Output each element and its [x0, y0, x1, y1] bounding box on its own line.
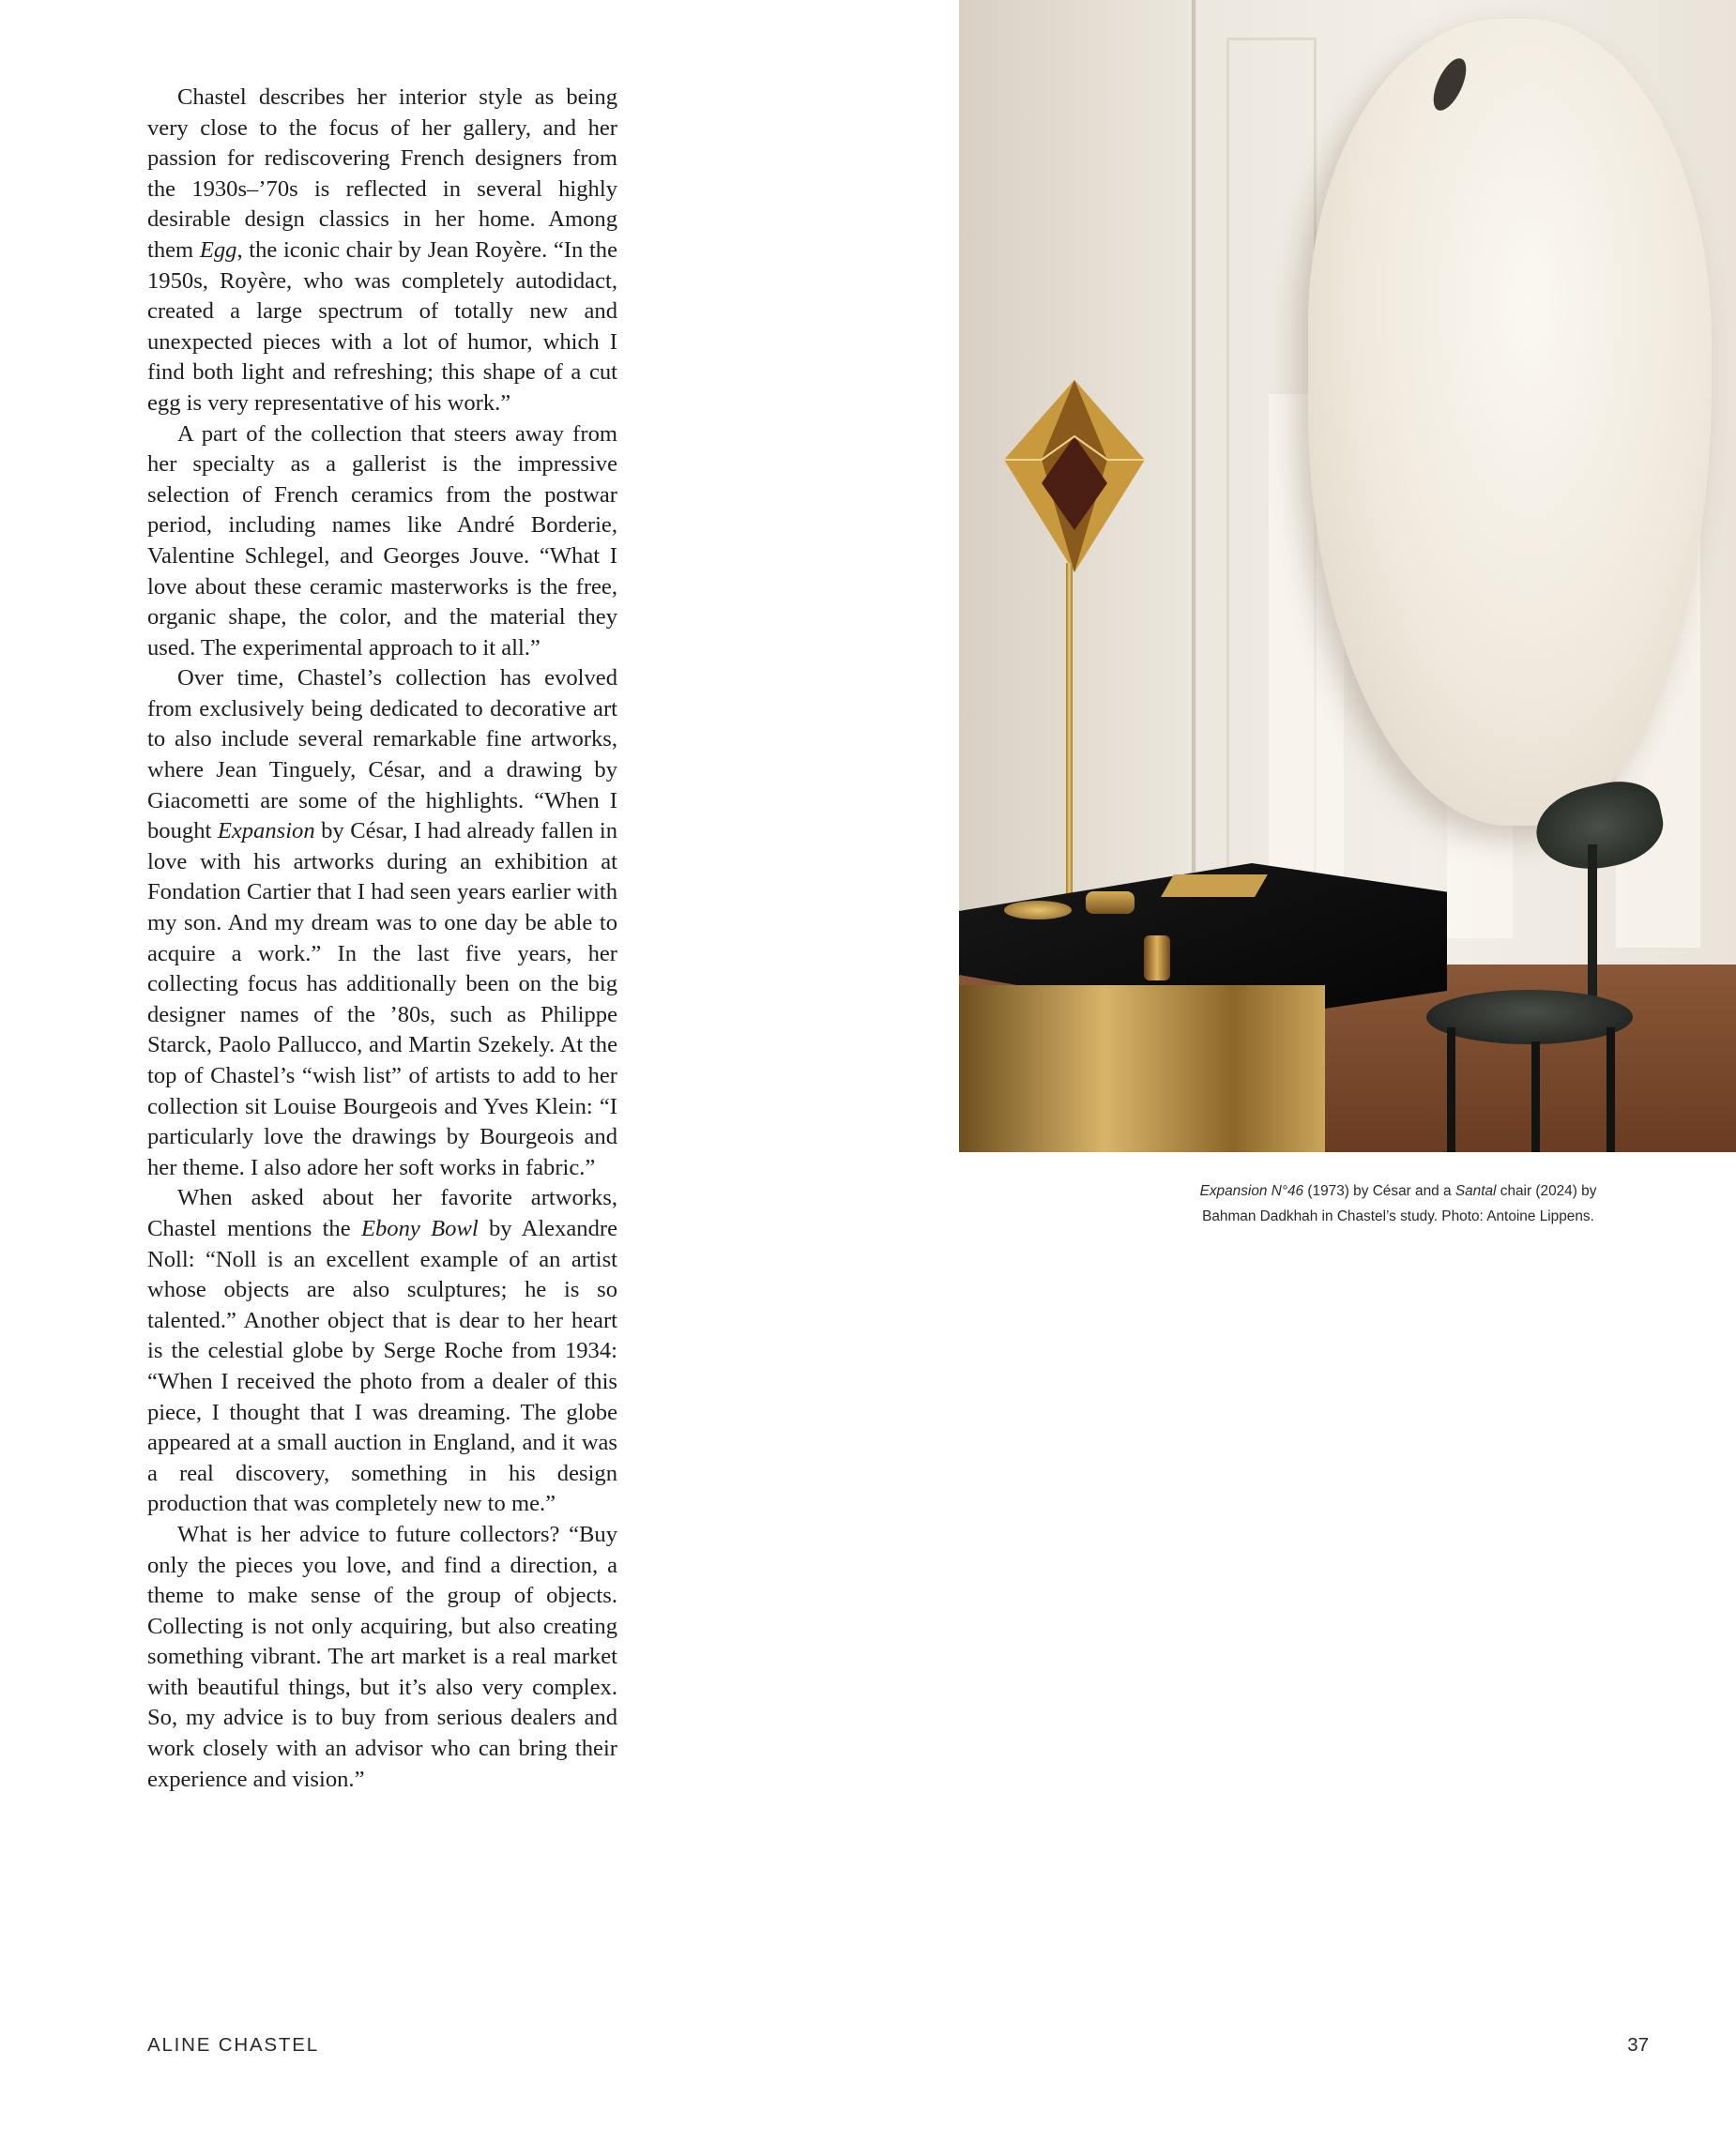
italic-title: Ebony Bowl [360, 1215, 479, 1241]
text-run: Chastel describes her interior style as being very close to the focus of her gallery, and her passion for rediscovering French designers from the 1930s–’70s is reflected in several highly desirable design classics in her home. Among them [147, 84, 617, 263]
article-paragraph [147, 83, 617, 419]
italic-title: Expansion N°46 [1199, 1183, 1304, 1199]
article-paragraph [147, 663, 617, 1183]
italic-title: Santal [1454, 1183, 1497, 1199]
santal-chair-seat [1426, 990, 1633, 1044]
text-run: chair (2024) by [1496, 1183, 1597, 1199]
text-run: (1973) by César and a [1303, 1183, 1455, 1199]
wall-corner [1192, 0, 1195, 1004]
caption-line [1147, 1178, 1650, 1204]
text-run: , the iconic chair by Jean Royère. “In the 1950s, Royère, who was completely autodidact, created a large spectrum of totally new and unexpected pieces with a lot of humor, which I find both light and refreshing; this shape of a cut egg is very representative of his work.” [147, 236, 617, 416]
brass-desk-base [959, 985, 1325, 1152]
article-paragraph [147, 1520, 617, 1795]
chair-leg [1531, 1041, 1540, 1152]
brass-cylinder [1144, 935, 1170, 980]
text-run: Over time, Chastel’s collection has evolved from exclusively being dedicated to decorative art to also include several remarkable fine artworks, where Jean Tinguely, César, and a drawing by Giacometti are some of the highlights. “When I bought [147, 665, 617, 844]
study-photograph [959, 0, 1736, 1152]
brass-bowl [1004, 901, 1072, 919]
cesar-expansion-sculpture [1308, 19, 1712, 826]
page-number: 37 [1627, 2034, 1649, 2056]
santal-chair-stem [1588, 844, 1597, 1004]
text-run: When asked about her favorite artworks, Chastel mentions the [147, 1185, 617, 1241]
text-run: What is her advice to future collectors? “Buy only the pieces you love, and find a direction, a theme to make sense of the group of objects. Collecting is not only acquiring, but also creating something vibrant. The art market is a real market with beautiful things, but it’s also very complex. So, my advice is to buy from serious dealers and work closely with an advisor who can bring their experience and vision.” [147, 1521, 617, 1792]
italic-title: Egg [199, 236, 237, 263]
photo-caption [1147, 1178, 1650, 1229]
gold-inlay [1161, 874, 1268, 897]
article-body [147, 83, 617, 1795]
text-run: by Alexandre Noll: “Noll is an excellent example of an artist whose objects are also sculptures; he is so talented.” Another object that is dear to her heart is the celestial globe by Serge Roche from 1934: “When I received the photo from a dealer of this piece, I thought that I was dreaming. The globe appeared at a small auction in England, and it was a real discovery, something in his design production that was completely new to me.” [147, 1215, 617, 1517]
text-run: Bahman Dadkhah in Chastel’s study. Photo: Antoine Lippens. [1202, 1208, 1594, 1224]
text-run: A part of the collection that steers away from her specialty as a gallerist is the impressive selection of French ceramics from the postwar period, including names like André Borderie, Valentine Schlegel, and Georges Jouve. “What I love about these ceramic masterworks is the free, organic shape, the color, and the material they used. The experimental approach to it all.” [147, 420, 617, 661]
chair-leg [1607, 1027, 1615, 1152]
article-paragraph [147, 419, 617, 664]
italic-title: Expansion [217, 818, 315, 844]
brass-box [1086, 891, 1134, 914]
caption-line [1147, 1204, 1650, 1229]
running-title: ALINE CHASTEL [147, 2034, 319, 2056]
chair-leg [1447, 1027, 1455, 1152]
brass-lamp-shade [1004, 380, 1145, 572]
article-paragraph [147, 1183, 617, 1520]
text-run: by César, I had already fallen in love with his artworks during an exhibition at Fondation Cartier that I had seen years earlier with my son. And my dream was to one day be able to acquire a work.” In the last five years, her collecting focus has additionally been on the big designer names of the ’80s, such as Philippe Starck, Paolo Pallucco, and Martin Szekely. At the top of Chastel’s “wish list” of artists to add to her collection sit Louise Bourgeois and Yves Klein: “I particularly love the drawings by Bourgeois and her theme. I also adore her soft works in fabric.” [147, 818, 617, 1180]
